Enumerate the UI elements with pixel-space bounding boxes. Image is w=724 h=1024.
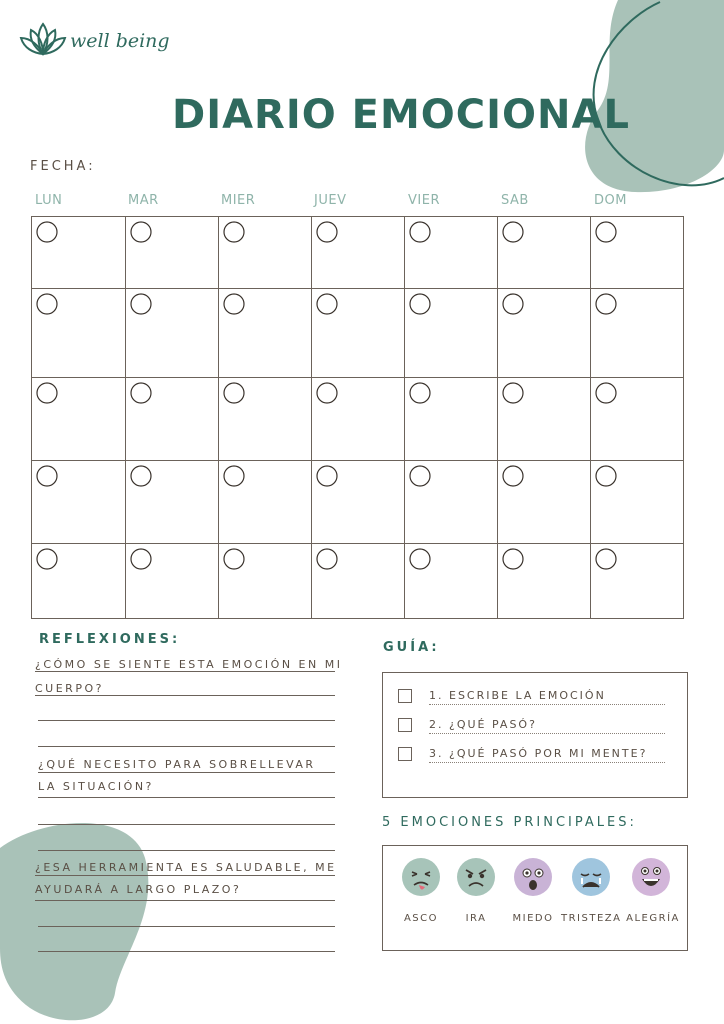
mood-circle[interactable] [410,383,430,403]
question-3-line-1: ¿ESA HERRAMIENTA ES SALUDABLE, ME [35,861,337,874]
emotion-label-miedo: MIEDO [512,913,554,924]
brand-name: well being [70,30,170,52]
mood-circle[interactable] [224,549,244,569]
answer-line[interactable] [38,926,335,927]
day-label-lun: LUN [35,193,63,208]
mood-circle[interactable] [224,222,244,242]
answer-line [35,671,335,672]
guide-item-1 [383,689,689,709]
mood-circle[interactable] [317,294,337,314]
mood-circle[interactable] [317,383,337,403]
mood-circle[interactable] [410,466,430,486]
answer-line[interactable] [38,746,335,747]
mood-circle[interactable] [410,549,430,569]
mood-circle[interactable] [596,294,616,314]
emotion-label-asco: ASCO [403,913,439,924]
mood-circle[interactable] [317,222,337,242]
guide-item-3 [383,747,689,767]
mood-circle[interactable] [131,294,151,314]
guide-box [382,672,688,798]
mood-circle[interactable] [131,466,151,486]
mood-circle[interactable] [503,222,523,242]
day-label-mar: MAR [128,193,159,208]
emotion-label-ira: IRA [465,913,487,924]
bottom-left-blob-decoration [0,818,160,1024]
mood-circle[interactable] [503,383,523,403]
answer-line[interactable] [38,824,335,825]
mood-circle[interactable] [37,222,57,242]
answer-line [35,900,335,901]
emotion-label-alegria: ALEGRÍA [626,913,680,924]
question-1-line-1: ¿CÓMO SE SIENTE ESTA EMOCIÓN EN MI [35,658,343,671]
date-label: FECHA: [30,159,96,174]
question-3-line-2: AYUDARÁ A LARGO PLAZO? [35,883,242,896]
guide-title: GUÍA: [383,640,440,655]
guide-item-label: 1. ESCRIBE LA EMOCIÓN [429,689,665,705]
mood-circle[interactable] [596,222,616,242]
answer-line [38,772,335,773]
mood-circle[interactable] [37,466,57,486]
day-label-sab: SAB [501,193,529,208]
grid-border [32,217,684,619]
mood-calendar-grid [31,216,685,620]
mood-circle[interactable] [224,466,244,486]
mood-circle[interactable] [224,383,244,403]
guide-item-label: 3. ¿QUÉ PASÓ POR MI MENTE? [429,747,665,763]
answer-line[interactable] [38,720,335,721]
day-label-mier: MIER [221,193,256,208]
question-2-line-2: LA SITUACIÓN? [38,780,154,793]
page-title: DIARIO EMOCIONAL [172,92,630,138]
mood-circle[interactable] [37,549,57,569]
guide-checkbox-2[interactable] [398,718,412,732]
emotions-box [382,845,688,951]
mood-circle[interactable] [410,294,430,314]
reflections-title: REFLEXIONES: [39,632,181,647]
guide-checkbox-1[interactable] [398,689,412,703]
guide-checkbox-3[interactable] [398,747,412,761]
emotions-title: 5 EMOCIONES PRINCIPALES: [382,815,637,830]
mood-circle[interactable] [596,466,616,486]
fear-face-icon [513,857,553,897]
answer-line[interactable] [38,850,335,851]
mood-circle[interactable] [596,549,616,569]
mood-circle[interactable] [224,294,244,314]
question-2-line-1: ¿QUÉ NECESITO PARA SOBRELLEVAR [38,758,316,771]
lotus-logo-icon [19,20,67,60]
angry-face-icon [456,857,496,897]
mood-circle[interactable] [131,549,151,569]
answer-line[interactable] [38,951,335,952]
day-label-dom: DOM [594,193,627,208]
guide-item-2 [383,718,689,738]
mood-circle[interactable] [317,549,337,569]
mood-circle[interactable] [596,383,616,403]
mood-circle[interactable] [317,466,337,486]
mood-circle[interactable] [131,383,151,403]
mood-circle[interactable] [37,383,57,403]
emotion-label-tristeza: TRISTEZA [561,913,622,924]
day-label-vier: VIER [408,193,440,208]
mood-circle[interactable] [37,294,57,314]
answer-line [35,695,335,696]
mood-circle[interactable] [503,294,523,314]
question-1-line-2: CUERPO? [35,682,104,695]
answer-line [38,797,335,798]
answer-line [35,875,335,876]
mood-circle[interactable] [503,466,523,486]
mood-circle[interactable] [503,549,523,569]
sad-face-icon [571,857,611,897]
disgust-face-icon [401,857,441,897]
mood-circle[interactable] [410,222,430,242]
day-label-juev: JUEV [314,193,347,208]
guide-item-label: 2. ¿QUÉ PASÓ? [429,718,665,734]
mood-circle[interactable] [131,222,151,242]
happy-face-icon [631,857,671,897]
